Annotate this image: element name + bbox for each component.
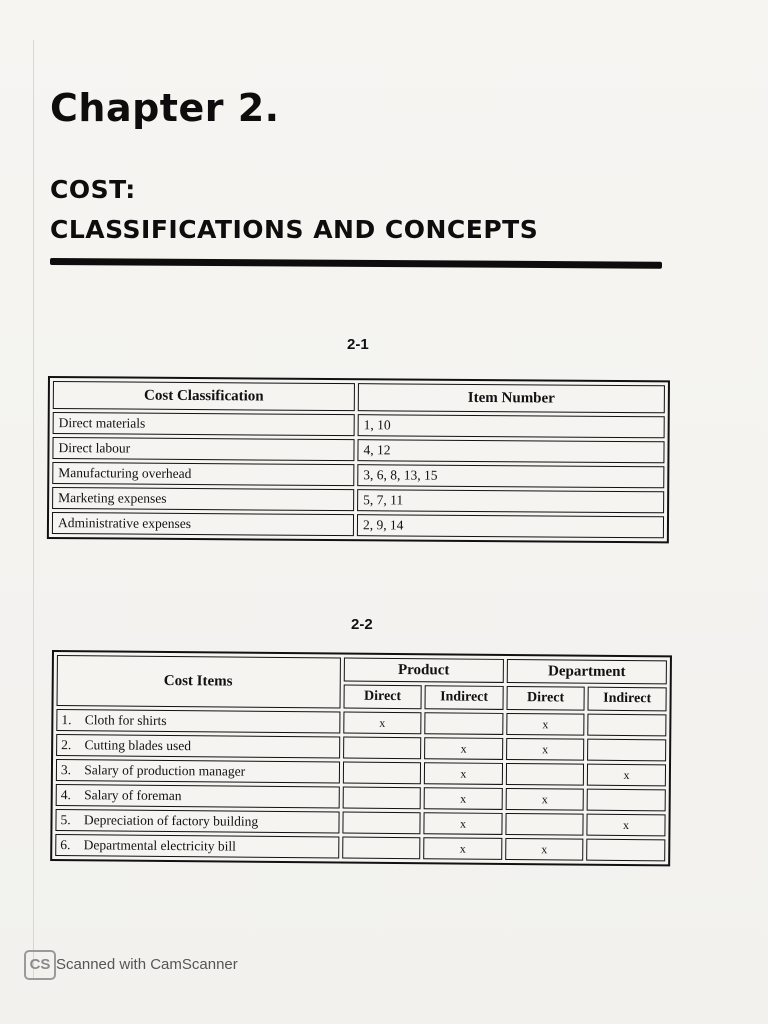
section-title bbox=[50, 170, 538, 250]
header-department: Department bbox=[507, 659, 667, 684]
cost-item-cell bbox=[56, 759, 340, 783]
row-number: 1. bbox=[61, 712, 72, 728]
item-number-cell: 5, 7, 11 bbox=[357, 489, 664, 513]
department-direct-cell: x bbox=[506, 713, 584, 736]
cost-items-table bbox=[50, 650, 672, 866]
header-product-indirect: Indirect bbox=[425, 685, 504, 710]
department-direct-cell bbox=[506, 763, 584, 786]
section-title-line1: COST: bbox=[50, 175, 136, 204]
row-number: 2. bbox=[61, 737, 72, 753]
department-direct-cell bbox=[505, 813, 583, 836]
header-cost-classification: Cost Classification bbox=[53, 381, 355, 411]
watermark-text: Scanned with CamScanner bbox=[56, 956, 238, 973]
cost-item-label: Departmental electricity bill bbox=[83, 837, 236, 854]
header-department-direct: Direct bbox=[506, 686, 584, 711]
product-direct-cell bbox=[342, 812, 420, 835]
table-row bbox=[56, 759, 666, 786]
classification-cell: Marketing expenses bbox=[52, 487, 354, 511]
table-row bbox=[56, 709, 666, 736]
department-indirect-cell bbox=[587, 789, 666, 812]
cost-item-label: Cutting blades used bbox=[84, 737, 192, 754]
table-row bbox=[52, 462, 664, 488]
table-row bbox=[56, 734, 666, 761]
chapter-title: Chapter 2. bbox=[50, 86, 280, 130]
classification-cell: Manufacturing overhead bbox=[52, 462, 354, 486]
cost-item-cell bbox=[55, 809, 339, 833]
header-item-number: Item Number bbox=[358, 383, 665, 413]
classification-cell: Direct labour bbox=[52, 437, 354, 461]
department-indirect-cell bbox=[586, 839, 665, 862]
header-product: Product bbox=[344, 658, 504, 683]
cost-item-label: Salary of foreman bbox=[84, 787, 182, 804]
product-indirect-cell: x bbox=[424, 787, 503, 810]
table-row bbox=[56, 784, 666, 811]
department-indirect-cell bbox=[587, 714, 666, 737]
section-title-line2: CLASSIFICATIONS AND CONCEPTS bbox=[50, 215, 539, 244]
department-indirect-cell bbox=[587, 739, 666, 762]
title-underline bbox=[50, 258, 662, 269]
table1-label: 2-1 bbox=[347, 336, 369, 353]
cost-item-cell bbox=[56, 709, 340, 733]
classification-cell: Direct materials bbox=[53, 412, 355, 436]
row-number: 5. bbox=[60, 812, 71, 828]
table-header-row bbox=[53, 381, 665, 413]
row-number: 3. bbox=[60, 762, 72, 778]
product-direct-cell bbox=[343, 762, 421, 785]
department-direct-cell: x bbox=[506, 738, 584, 761]
product-direct-cell bbox=[342, 837, 420, 860]
cost-item-label: Salary of production manager bbox=[84, 762, 246, 779]
product-indirect-cell: x bbox=[424, 762, 503, 785]
row-number: 4. bbox=[60, 787, 71, 803]
table-row bbox=[52, 512, 664, 538]
item-number-cell: 1, 10 bbox=[358, 414, 665, 438]
cost-item-cell bbox=[56, 784, 340, 808]
cost-item-label: Cloth for shirts bbox=[84, 712, 167, 729]
product-indirect-cell bbox=[424, 712, 503, 735]
product-indirect-cell: x bbox=[423, 812, 502, 835]
department-direct-cell: x bbox=[505, 838, 583, 861]
camscanner-logo-icon: CS bbox=[24, 950, 56, 980]
product-indirect-cell: x bbox=[423, 837, 502, 860]
product-direct-cell bbox=[342, 787, 420, 810]
department-direct-cell: x bbox=[506, 788, 584, 811]
product-indirect-cell: x bbox=[424, 737, 503, 760]
product-direct-cell: x bbox=[343, 712, 421, 735]
table-row bbox=[52, 487, 664, 513]
cost-item-cell bbox=[56, 734, 340, 758]
cost-item-label: Depreciation of factory building bbox=[83, 812, 259, 829]
cost-item-cell bbox=[55, 834, 339, 858]
item-number-cell: 2, 9, 14 bbox=[357, 514, 664, 538]
product-direct-cell bbox=[343, 737, 421, 760]
table-row bbox=[55, 809, 665, 836]
item-number-cell: 4, 12 bbox=[357, 439, 664, 463]
table-row bbox=[55, 834, 665, 861]
table-header-row bbox=[57, 655, 667, 684]
row-number: 6. bbox=[60, 837, 71, 853]
page-margin-line bbox=[33, 40, 34, 980]
classification-cell: Administrative expenses bbox=[52, 512, 354, 536]
department-indirect-cell: x bbox=[587, 814, 666, 837]
department-indirect-cell: x bbox=[587, 764, 666, 787]
cost-classification-table bbox=[47, 376, 670, 543]
table-row bbox=[53, 412, 665, 438]
table-row bbox=[52, 437, 664, 463]
table2-label: 2-2 bbox=[351, 616, 373, 633]
header-cost-items: Cost Items bbox=[57, 655, 341, 708]
header-department-indirect: Indirect bbox=[588, 687, 667, 712]
item-number-cell: 3, 6, 8, 13, 15 bbox=[357, 464, 664, 488]
header-product-direct: Direct bbox=[343, 685, 421, 710]
